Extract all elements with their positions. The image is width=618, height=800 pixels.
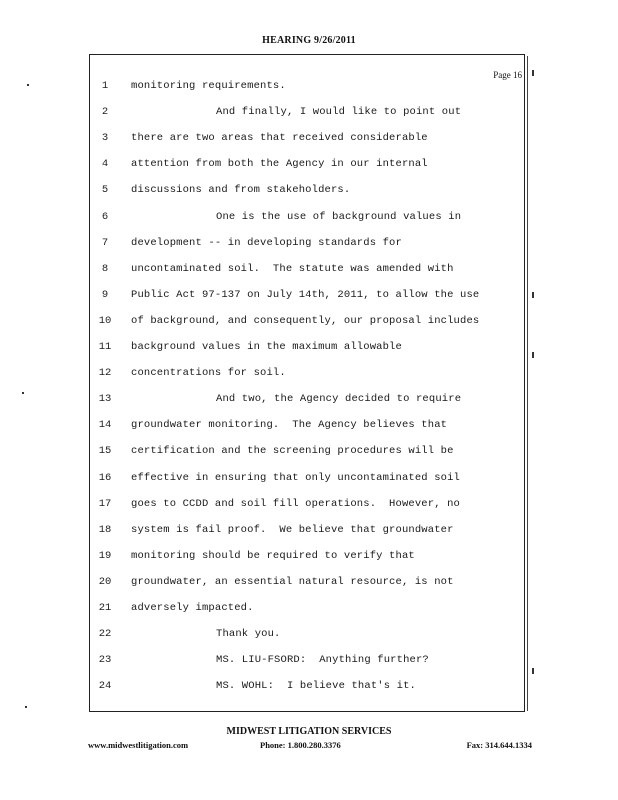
transcript-line — [0, 102, 618, 122]
transcript-line — [0, 363, 618, 383]
line-text: groundwater monitoring. The Agency believes that — [131, 419, 448, 432]
line-number: 4 — [101, 158, 109, 171]
line-text: attention from both the Agency in our internal — [131, 158, 428, 171]
transcript-line — [0, 233, 618, 253]
footer-company-name: MIDWEST LITIGATION SERVICES — [226, 726, 392, 737]
transcript-line — [0, 311, 618, 331]
transcript-line — [0, 572, 618, 592]
transcript-line — [0, 650, 618, 670]
transcript-line — [0, 415, 618, 435]
line-text: effective in ensuring that only uncontaminated soil — [131, 471, 461, 484]
line-text: development -- in developing standards for — [131, 236, 402, 249]
line-number: 21 — [98, 602, 112, 614]
line-number: 14 — [98, 419, 112, 432]
line-number: 12 — [98, 367, 112, 380]
line-text: Thank you. — [216, 628, 281, 641]
line-text: And finally, I would like to point out — [216, 106, 462, 119]
scan-speck — [25, 706, 27, 708]
line-number: 18 — [98, 523, 112, 536]
transcript-line — [0, 598, 618, 618]
line-number: 8 — [101, 262, 109, 275]
line-number: 9 — [101, 288, 109, 301]
line-text: concentrations for soil. — [131, 367, 286, 380]
footer-phone: Phone: 1.800.280.3376 — [260, 740, 341, 750]
page-number-label: Page 16 — [493, 70, 522, 80]
line-text: MS. LIU-FSORD: Anything further? — [216, 654, 429, 667]
line-number: 13 — [98, 393, 112, 406]
line-text: adversely impacted. — [131, 602, 254, 614]
scan-mark — [532, 668, 534, 674]
line-number: 15 — [98, 445, 112, 458]
transcript-line — [0, 389, 618, 409]
line-text: of background, and consequently, our proposal includes — [131, 314, 480, 327]
line-number: 23 — [98, 654, 112, 667]
transcript-line — [0, 337, 618, 357]
line-number: 3 — [101, 132, 109, 145]
line-text: goes to CCDD and soil fill operations. However, no — [131, 497, 461, 510]
line-text: monitoring requirements. — [131, 80, 286, 92]
transcript-line — [0, 76, 618, 96]
line-text: discussions and from stakeholders. — [131, 184, 351, 197]
line-number: 10 — [98, 314, 112, 327]
line-text: Public Act 97-137 on July 14th, 2011, to allow the use — [131, 288, 480, 301]
line-number: 2 — [101, 106, 109, 119]
transcript-line — [0, 520, 618, 540]
line-text: system is fail proof. We believe that groundwater — [131, 523, 454, 536]
line-text: there are two areas that received considerable — [131, 132, 428, 145]
scan-mark — [532, 352, 534, 358]
line-number: 24 — [98, 680, 112, 693]
line-number: 22 — [98, 628, 112, 641]
line-text: certification and the screening procedures will be — [131, 445, 454, 458]
scan-mark — [532, 292, 534, 298]
scan-speck — [27, 84, 29, 86]
page-header-title: HEARING 9/26/2011 — [262, 35, 356, 46]
transcript-line — [0, 259, 618, 279]
transcript-line — [0, 128, 618, 148]
line-number: 16 — [98, 471, 112, 484]
scan-speck — [22, 392, 24, 394]
transcript-line — [0, 546, 618, 566]
line-text: monitoring should be required to verify that — [131, 549, 415, 562]
line-number: 19 — [98, 549, 112, 562]
line-number: 17 — [98, 497, 112, 510]
line-number: 6 — [101, 210, 109, 223]
transcript-line — [0, 624, 618, 644]
transcript-line — [0, 441, 618, 461]
line-number: 7 — [101, 236, 109, 249]
line-text: And two, the Agency decided to require — [216, 393, 462, 406]
transcript-line — [0, 468, 618, 488]
line-number: 5 — [101, 184, 109, 197]
transcript-line — [0, 285, 618, 305]
transcript-line — [0, 207, 618, 227]
line-number: 20 — [98, 575, 112, 588]
transcript-line — [0, 180, 618, 200]
footer-website: www.midwestlitigation.com — [88, 740, 189, 750]
line-number: 1 — [101, 80, 109, 92]
line-text: background values in the maximum allowable — [131, 341, 402, 353]
line-text: MS. WOHL: I believe that's it. — [216, 680, 416, 693]
transcript-line — [0, 154, 618, 174]
footer-fax: Fax: 314.644.1334 — [466, 740, 532, 750]
transcript-line — [0, 676, 618, 696]
footer-contact-row — [88, 740, 532, 752]
line-text: One is the use of background values in — [216, 210, 462, 223]
line-text: groundwater, an essential natural resource, is not — [131, 575, 454, 588]
line-text: uncontaminated soil. The statute was amended with — [131, 262, 454, 275]
line-number: 11 — [98, 341, 112, 353]
scan-mark — [532, 70, 534, 76]
transcript-line — [0, 494, 618, 514]
